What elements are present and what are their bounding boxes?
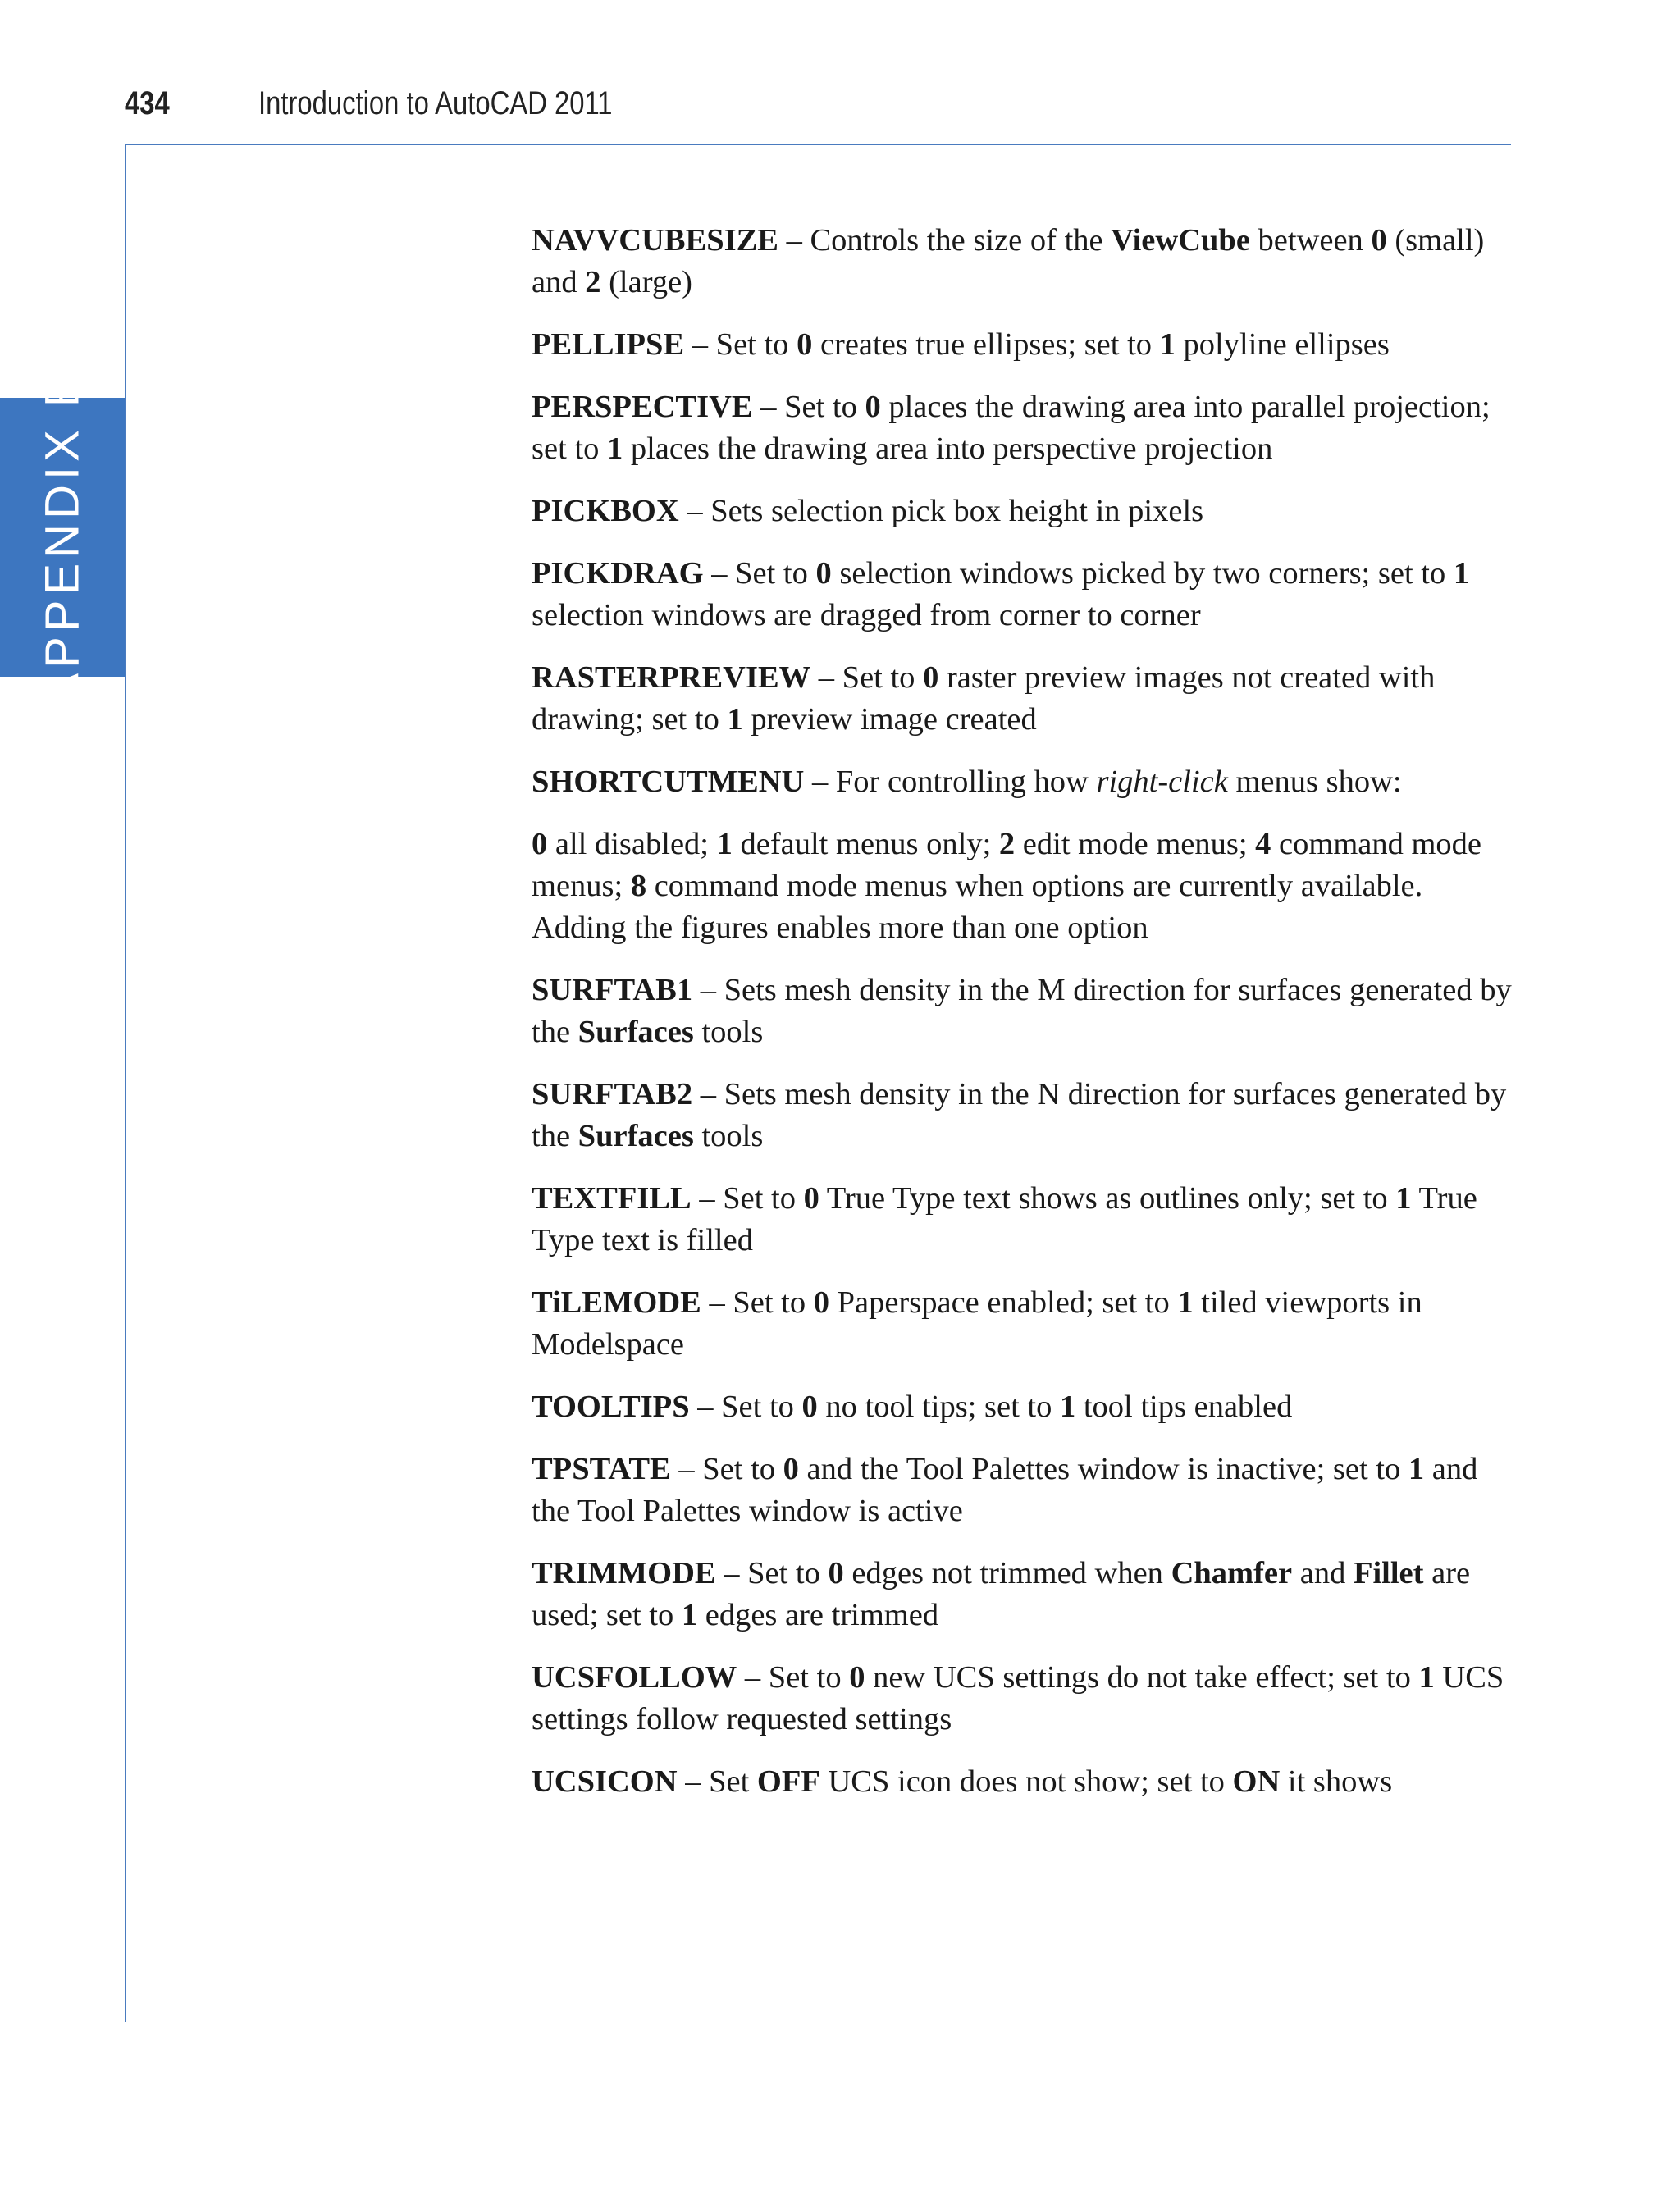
header-rule — [125, 144, 1511, 145]
entry-navvcubesize: NAVVCUBESIZE – Controls the size of the ViewCube between 0 (small) and 2 (large) — [532, 223, 1485, 299]
running-title: Introduction to AutoCAD 2011 — [258, 85, 613, 121]
entry-surftab1: SURFTAB1 – Sets mesh density in the M direction for surfaces generated by the Surfaces tools — [532, 973, 1512, 1049]
entry-pickbox: PICKBOX – Sets selection pick box height in pixels — [532, 494, 1204, 528]
entry-ucsicon: UCSICON – Set OFF UCS icon does not show; set to ON it shows — [532, 1764, 1393, 1799]
entry-tooltips: TOOLTIPS – Set to 0 no tool tips; set to 1 tool tips enabled — [532, 1390, 1293, 1424]
entry-pellipse: PELLIPSE – Set to 0 creates true ellipses; set to 1 polyline ellipses — [532, 327, 1390, 362]
entry-pickdrag: PICKDRAG – Set to 0 selection windows picked by two corners; set to 1 selection windows are dragged from corner to corner — [532, 556, 1470, 632]
entry-trimmode: TRIMMODE – Set to 0 edges not trimmed when Chamfer and Fillet are used; set to 1 edges are trimmed — [532, 1556, 1471, 1632]
entry-textfill: TEXTFILL – Set to 0 True Type text shows as outlines only; set to 1 True Type text is filled — [532, 1181, 1477, 1257]
entry-tpstate: TPSTATE – Set to 0 and the Tool Palettes window is inactive; set to 1 and the Tool Palettes window is active — [532, 1452, 1478, 1528]
system-variables-list — [532, 220, 1518, 1823]
entry-perspective: PERSPECTIVE – Set to 0 places the drawing area into parallel projection; set to 1 places the drawing area into perspective projection — [532, 390, 1491, 466]
entry-tilemode: TiLEMODE – Set to 0 Paperspace enabled; set to 1 tiled viewports in Modelspace — [532, 1285, 1422, 1362]
margin-rule — [125, 144, 126, 2022]
entry-shortcutmenu: SHORTCUTMENU – For controlling how right-click menus show: — [532, 764, 1402, 799]
entry-shortcutmenu-values: 0 all disabled; 1 default menus only; 2 edit mode menus; 4 command mode menus; 8 command mode menus when options are currently available. Adding the figures enables more than one option — [532, 827, 1482, 945]
appendix-tab-label: APPENDIX B — [35, 369, 89, 705]
entry-surftab2: SURFTAB2 – Sets mesh density in the N direction for surfaces generated by the Surfaces tools — [532, 1077, 1507, 1153]
entry-rasterpreview: RASTERPREVIEW – Set to 0 raster preview images not created with drawing; set to 1 preview image created — [532, 660, 1436, 737]
entry-ucsfollow: UCSFOLLOW – Set to 0 new UCS settings do not take effect; set to 1 UCS settings follow requested settings — [532, 1660, 1504, 1736]
page-number: 434 — [125, 85, 170, 121]
appendix-tab — [0, 369, 125, 705]
